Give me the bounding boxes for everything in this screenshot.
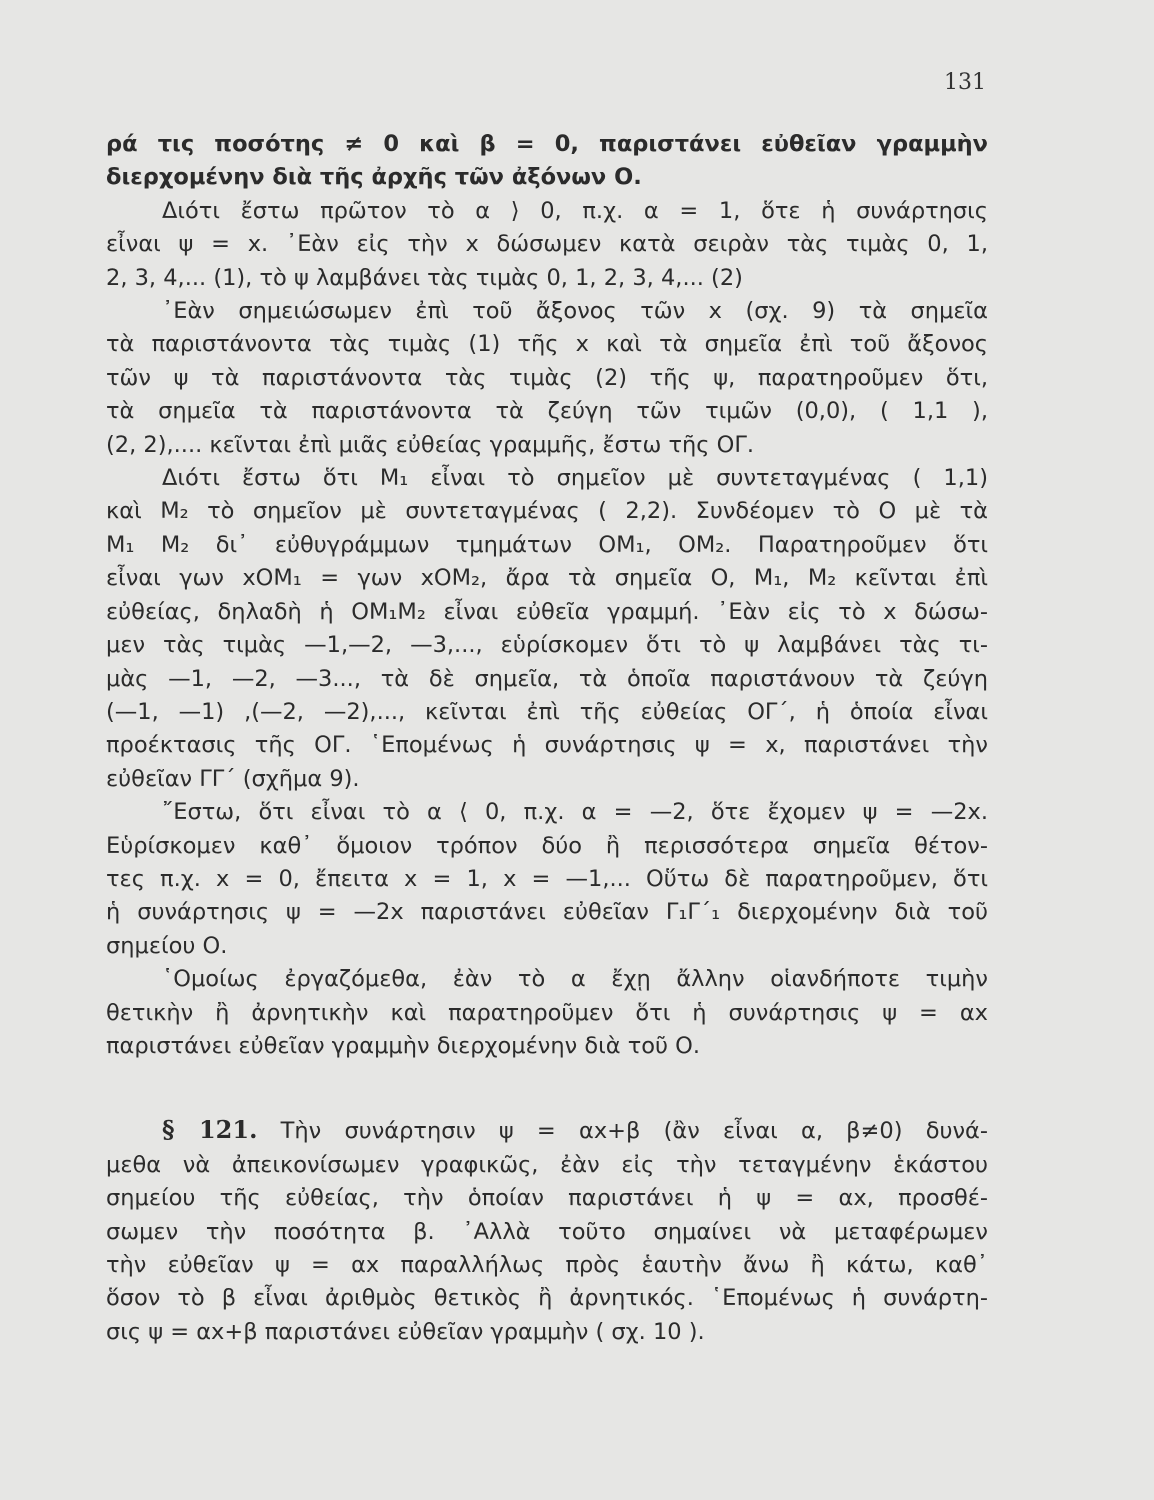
paragraph-points bbox=[106, 295, 988, 462]
text-line: τες π.χ. x = 0, ἔπειτα x = 1, x = —1,... Οὕτω δὲ παρατηροῦμεν, ὅτι bbox=[106, 865, 988, 892]
text-line: μὰς —1, —2, —3..., τὰ δὲ σημεῖα, τὰ ὁποῖα παριστάνουν τὰ ζεύγη bbox=[106, 665, 988, 692]
text-line: εἶναι ψ = x. ᾿Εὰν εἰς τὴν x δώσωμεν κατὰ σειρὰν τὰς τιμὰς 0, 1, bbox=[106, 231, 988, 258]
text-line: εἶναι γων xΟΜ₁ = γων xΟΜ₂, ἄρα τὰ σημεῖα Ο, Μ₁, Μ₂ κεῖνται ἐπὶ bbox=[106, 565, 988, 592]
text-line: παριστάνει εὐθεῖαν γραμμὴν διερχομένην διὰ τοῦ Ο. bbox=[106, 1032, 701, 1059]
paragraph-statement bbox=[106, 128, 988, 195]
text-line: 2, 3, 4,... (1), τὸ ψ λαμβάνει τὰς τιμὰς 0, 1, 2, 3, 4,... (2) bbox=[106, 264, 743, 291]
text-line: ρά τις ποσότης ≠ 0 καὶ β = 0, παριστάνει εὐθεῖαν γραμμὴν bbox=[106, 131, 988, 157]
text-line: ἡ συνάρτησις ψ = —2x παριστάνει εὐθεῖαν Γ₁Γ΄₁ διερχομένην διὰ τοῦ bbox=[106, 899, 988, 926]
text-line: Μ₁ Μ₂ δι᾿ εὐθυγράμμων τμημάτων ΟΜ₁, ΟΜ₂. Παρατηροῦμεν ὅτι bbox=[106, 531, 988, 558]
page-text bbox=[106, 128, 988, 1349]
text-line: σημείου Ο. bbox=[106, 932, 228, 959]
paragraph-general bbox=[106, 963, 988, 1063]
text-line bbox=[106, 1113, 988, 1148]
text-line: ῎Εστω, ὅτι εἶναι τὸ α ⟨ 0, π.χ. α = —2, ὅτε ἔχομεν ψ = —2x. bbox=[162, 799, 988, 826]
text-line: τῶν ψ τὰ παριστάνοντα τὰς τιμὰς (2) τῆς ψ, παρατηροῦμεν ὅτι, bbox=[106, 364, 988, 391]
section-spacer bbox=[106, 1063, 988, 1113]
text-line: ῾Ομοίως ἐργαζόμεθα, ἐὰν τὸ α ἔχῃ ἄλλην οἱανδήποτε τιμὴν bbox=[162, 966, 988, 993]
section-label: § 121. bbox=[162, 1115, 258, 1145]
paragraph-proof-first bbox=[106, 195, 988, 295]
text-line: Εὑρίσκομεν καθ᾿ ὅμοιον τρόπον δύο ἢ περισσότερα σημεῖα θέτον- bbox=[106, 832, 988, 859]
text-line: (2, 2),.... κεῖνται ἐπὶ μιᾶς εὐθείας γραμμῆς, ἔστω τῆς ΟΓ. bbox=[106, 431, 755, 458]
text-line: ὅσον τὸ β εἶναι ἀριθμὸς θετικὸς ἢ ἀρνητικός. ῾Επομένως ἡ συνάρτη- bbox=[106, 1285, 988, 1312]
text-line: τὰ παριστάνοντα τὰς τιμὰς (1) τῆς x καὶ τὰ σημεῖα ἐπὶ τοῦ ἄξονος bbox=[106, 331, 988, 358]
text-line: μεθα νὰ ἀπεικονίσωμεν γραφικῶς, ἐὰν εἰς τὴν τεταγμένην ἑκάστου bbox=[106, 1151, 988, 1178]
section-first-line: Τὴν συνάρτησιν ψ = αx+β (ἂν εἶναι α, β≠0) δυνά- bbox=[280, 1118, 989, 1145]
text-line: προέκτασις τῆς ΟΓ. ῾Επομένως ἡ συνάρτησις ψ = x, παριστάνει τὴν bbox=[106, 732, 988, 759]
text-line: μεν τὰς τιμὰς —1,—2, —3,..., εὑρίσκομεν ὅτι τὸ ψ λαμβάνει τὰς τι- bbox=[106, 632, 988, 659]
text-line: Διότι ἔστω ὅτι Μ₁ εἶναι τὸ σημεῖον μὲ συντεταγμένας ( 1,1) bbox=[162, 465, 988, 492]
text-line: τὰ σημεῖα τὰ παριστάνοντα τὰ ζεύγη τῶν τιμῶν (0,0), ( 1,1 ), bbox=[106, 398, 988, 425]
text-line: Διότι ἔστω πρῶτον τὸ α ⟩ 0, π.χ. α = 1, ὅτε ἡ συνάρτησις bbox=[162, 197, 988, 224]
paragraph-negative bbox=[106, 796, 988, 963]
text-line: ᾿Εὰν σημειώσωμεν ἐπὶ τοῦ ἄξονος τῶν x (σχ. 9) τὰ σημεῖα bbox=[162, 298, 988, 325]
text-line: εὐθεῖαν ΓΓ΄ (σχῆμα 9). bbox=[106, 765, 360, 792]
text-line: σωμεν τὴν ποσότητα β. ᾿Αλλὰ τοῦτο σημαίνει νὰ μεταφέρωμεν bbox=[106, 1218, 988, 1245]
text-line: εὐθείας, δηλαδὴ ἡ ΟΜ₁Μ₂ εἶναι εὐθεῖα γραμμή. ᾿Εὰν εἰς τὸ x δώσω- bbox=[106, 598, 988, 625]
page-number: 131 bbox=[944, 70, 986, 95]
paragraph-proof-second bbox=[106, 462, 988, 796]
section-121 bbox=[106, 1113, 988, 1349]
text-line: θετικὴν ἢ ἀρνητικὴν καὶ παρατηροῦμεν ὅτι ἡ συνάρτησις ψ = αx bbox=[106, 999, 988, 1026]
text-line: (—1, —1) ,(—2, —2),..., κεῖνται ἐπὶ τῆς εὐθείας ΟΓ΄, ἡ ὁποία εἶναι bbox=[106, 698, 988, 725]
text-line: διερχομένην διὰ τῆς ἀρχῆς τῶν ἀξόνων Ο. bbox=[106, 164, 642, 191]
text-line: σις ψ = αx+β παριστάνει εὐθεῖαν γραμμὴν ( σχ. 10 ). bbox=[106, 1318, 705, 1345]
text-line: σημείου τῆς εὐθείας, τὴν ὁποίαν παριστάνει ἡ ψ = αx, προσθέ- bbox=[106, 1185, 988, 1212]
text-line: καὶ Μ₂ τὸ σημεῖον μὲ συντεταγμένας ( 2,2). Συνδέομεν τὸ Ο μὲ τὰ bbox=[106, 498, 988, 525]
text-line: τὴν εὐθεῖαν ψ = αx παραλλήλως πρὸς ἑαυτὴν ἄνω ἢ κάτω, καθ᾿ bbox=[106, 1252, 988, 1278]
